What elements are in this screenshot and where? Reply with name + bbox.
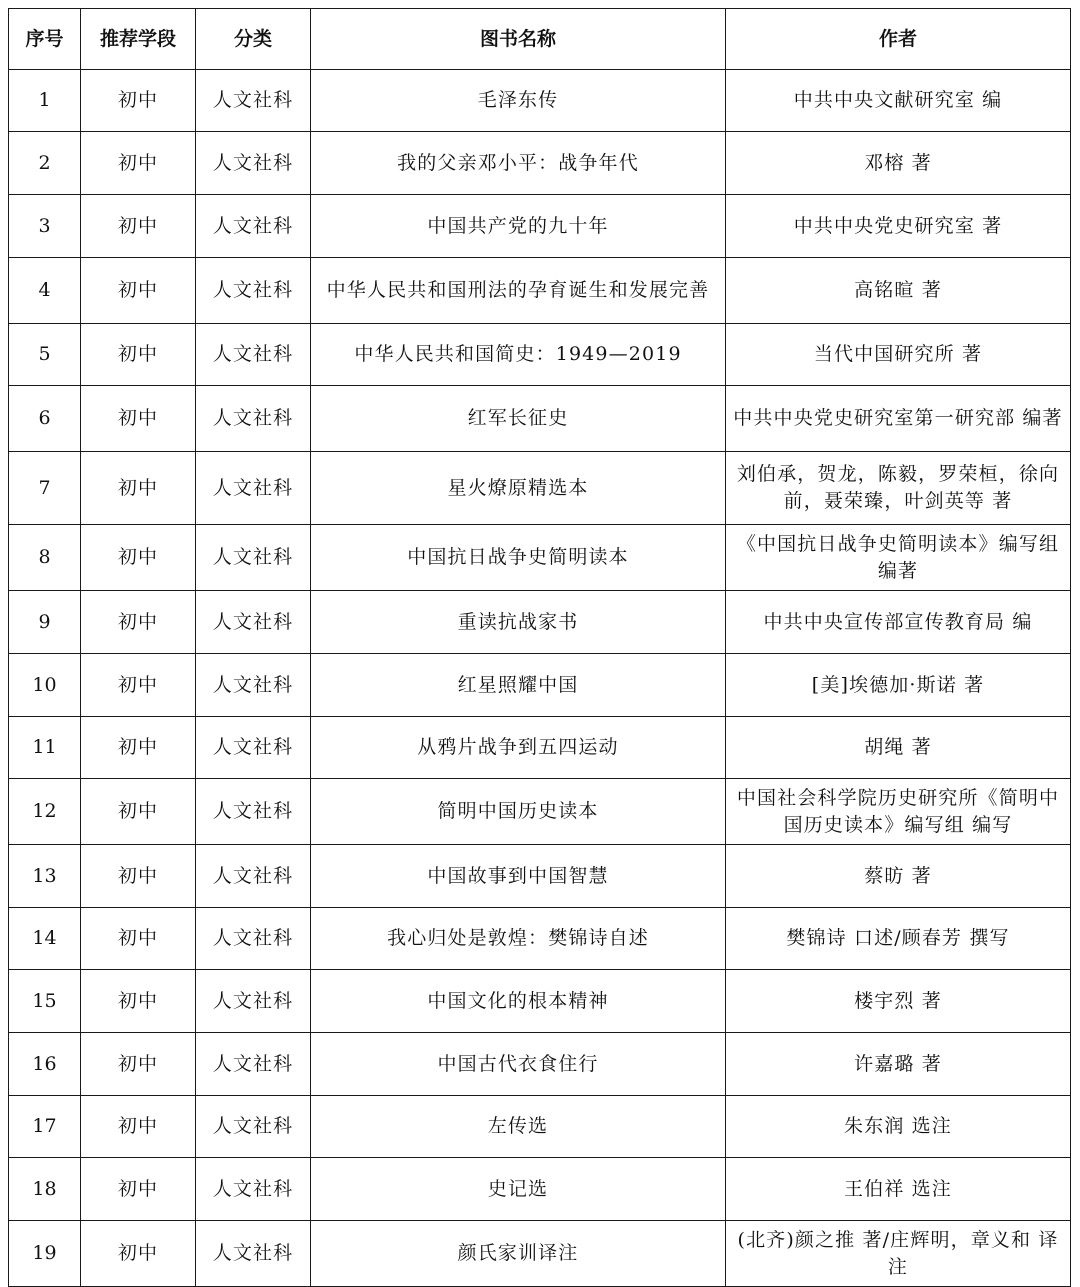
cell-title: 中国共产党的九十年 [311,195,726,258]
cell-category: 人文社科 [196,132,311,195]
book-list-table [8,8,1071,1287]
table-row [9,717,1071,779]
cell-author: 《中国抗日战争史简明读本》编写组 编著 [726,525,1071,591]
table-row [9,258,1071,324]
cell-stage: 初中 [81,970,196,1033]
cell-title: 中国古代衣食住行 [311,1033,726,1096]
cell-title: 星火燎原精选本 [311,452,726,525]
table-row [9,845,1071,908]
cell-category: 人文社科 [196,1158,311,1221]
table-header-row [9,9,1071,70]
cell-title: 中国抗日战争史简明读本 [311,525,726,591]
cell-stage: 初中 [81,908,196,970]
table-row [9,386,1071,452]
cell-title: 颜氏家训译注 [311,1221,726,1287]
cell-author: 蔡昉 著 [726,845,1071,908]
cell-category: 人文社科 [196,591,311,654]
table-row [9,324,1071,386]
table-row [9,195,1071,258]
cell-author: 高铭暄 著 [726,258,1071,324]
header-title: 图书名称 [311,9,726,70]
cell-title: 左传选 [311,1096,726,1158]
cell-title: 中华人民共和国刑法的孕育诞生和发展完善 [311,258,726,324]
table-row [9,452,1071,525]
cell-title: 中国故事到中国智慧 [311,845,726,908]
cell-author: 中共中央党史研究室第一研究部 编著 [726,386,1071,452]
cell-stage: 初中 [81,132,196,195]
cell-author: 王伯祥 选注 [726,1158,1071,1221]
table-row [9,908,1071,970]
cell-author: [美]埃德加·斯诺 著 [726,654,1071,717]
cell-category: 人文社科 [196,779,311,845]
cell-no: 14 [9,908,81,970]
cell-no: 11 [9,717,81,779]
cell-author: 许嘉璐 著 [726,1033,1071,1096]
cell-author: 胡绳 著 [726,717,1071,779]
cell-category: 人文社科 [196,452,311,525]
cell-category: 人文社科 [196,525,311,591]
header-no: 序号 [9,9,81,70]
cell-no: 7 [9,452,81,525]
table-row [9,970,1071,1033]
cell-title: 我心归处是敦煌：樊锦诗自述 [311,908,726,970]
cell-no: 5 [9,324,81,386]
table-row [9,1096,1071,1158]
table-row [9,591,1071,654]
cell-no: 12 [9,779,81,845]
cell-author: 中国社会科学院历史研究所《简明中国历史读本》编写组 编写 [726,779,1071,845]
cell-author: 樊锦诗 口述/顾春芳 撰写 [726,908,1071,970]
cell-no: 15 [9,970,81,1033]
cell-stage: 初中 [81,717,196,779]
cell-category: 人文社科 [196,324,311,386]
cell-stage: 初中 [81,258,196,324]
cell-author: 邓榕 著 [726,132,1071,195]
cell-title: 中华人民共和国简史：1949—2019 [311,324,726,386]
cell-no: 6 [9,386,81,452]
cell-category: 人文社科 [196,195,311,258]
cell-stage: 初中 [81,779,196,845]
cell-title: 简明中国历史读本 [311,779,726,845]
cell-no: 9 [9,591,81,654]
cell-category: 人文社科 [196,970,311,1033]
cell-stage: 初中 [81,386,196,452]
cell-category: 人文社科 [196,70,311,132]
table-row [9,654,1071,717]
book-list-page [8,8,1070,1287]
cell-stage: 初中 [81,452,196,525]
cell-category: 人文社科 [196,258,311,324]
cell-no: 4 [9,258,81,324]
table-row [9,525,1071,591]
cell-no: 17 [9,1096,81,1158]
cell-stage: 初中 [81,70,196,132]
table-row [9,1158,1071,1221]
cell-title: 红星照耀中国 [311,654,726,717]
cell-stage: 初中 [81,1221,196,1287]
cell-stage: 初中 [81,1096,196,1158]
cell-author: (北齐)颜之推 著/庄辉明，章义和 译注 [726,1221,1071,1287]
cell-title: 我的父亲邓小平：战争年代 [311,132,726,195]
cell-title: 重读抗战家书 [311,591,726,654]
cell-category: 人文社科 [196,845,311,908]
cell-stage: 初中 [81,654,196,717]
cell-title: 从鸦片战争到五四运动 [311,717,726,779]
cell-category: 人文社科 [196,386,311,452]
cell-stage: 初中 [81,591,196,654]
cell-no: 18 [9,1158,81,1221]
cell-title: 史记选 [311,1158,726,1221]
cell-author: 当代中国研究所 著 [726,324,1071,386]
cell-title: 中国文化的根本精神 [311,970,726,1033]
cell-title: 毛泽东传 [311,70,726,132]
header-category: 分类 [196,9,311,70]
table-row [9,70,1071,132]
cell-stage: 初中 [81,845,196,908]
cell-stage: 初中 [81,1033,196,1096]
cell-no: 2 [9,132,81,195]
cell-no: 10 [9,654,81,717]
cell-author: 刘伯承，贺龙，陈毅，罗荣桓，徐向前，聂荣臻，叶剑英等 著 [726,452,1071,525]
cell-title: 红军长征史 [311,386,726,452]
cell-stage: 初中 [81,1158,196,1221]
cell-category: 人文社科 [196,1096,311,1158]
cell-no: 19 [9,1221,81,1287]
cell-no: 13 [9,845,81,908]
table-row [9,1033,1071,1096]
cell-no: 8 [9,525,81,591]
table-row [9,779,1071,845]
cell-author: 中共中央文献研究室 编 [726,70,1071,132]
cell-category: 人文社科 [196,717,311,779]
cell-stage: 初中 [81,324,196,386]
cell-author: 朱东润 选注 [726,1096,1071,1158]
cell-category: 人文社科 [196,908,311,970]
cell-no: 1 [9,70,81,132]
cell-stage: 初中 [81,525,196,591]
cell-stage: 初中 [81,195,196,258]
cell-category: 人文社科 [196,1221,311,1287]
table-row [9,132,1071,195]
cell-no: 16 [9,1033,81,1096]
cell-category: 人文社科 [196,654,311,717]
cell-category: 人文社科 [196,1033,311,1096]
header-author: 作者 [726,9,1071,70]
cell-author: 中共中央党史研究室 著 [726,195,1071,258]
cell-no: 3 [9,195,81,258]
cell-author: 中共中央宣传部宣传教育局 编 [726,591,1071,654]
cell-author: 楼宇烈 著 [726,970,1071,1033]
header-stage: 推荐学段 [81,9,196,70]
table-row [9,1221,1071,1287]
